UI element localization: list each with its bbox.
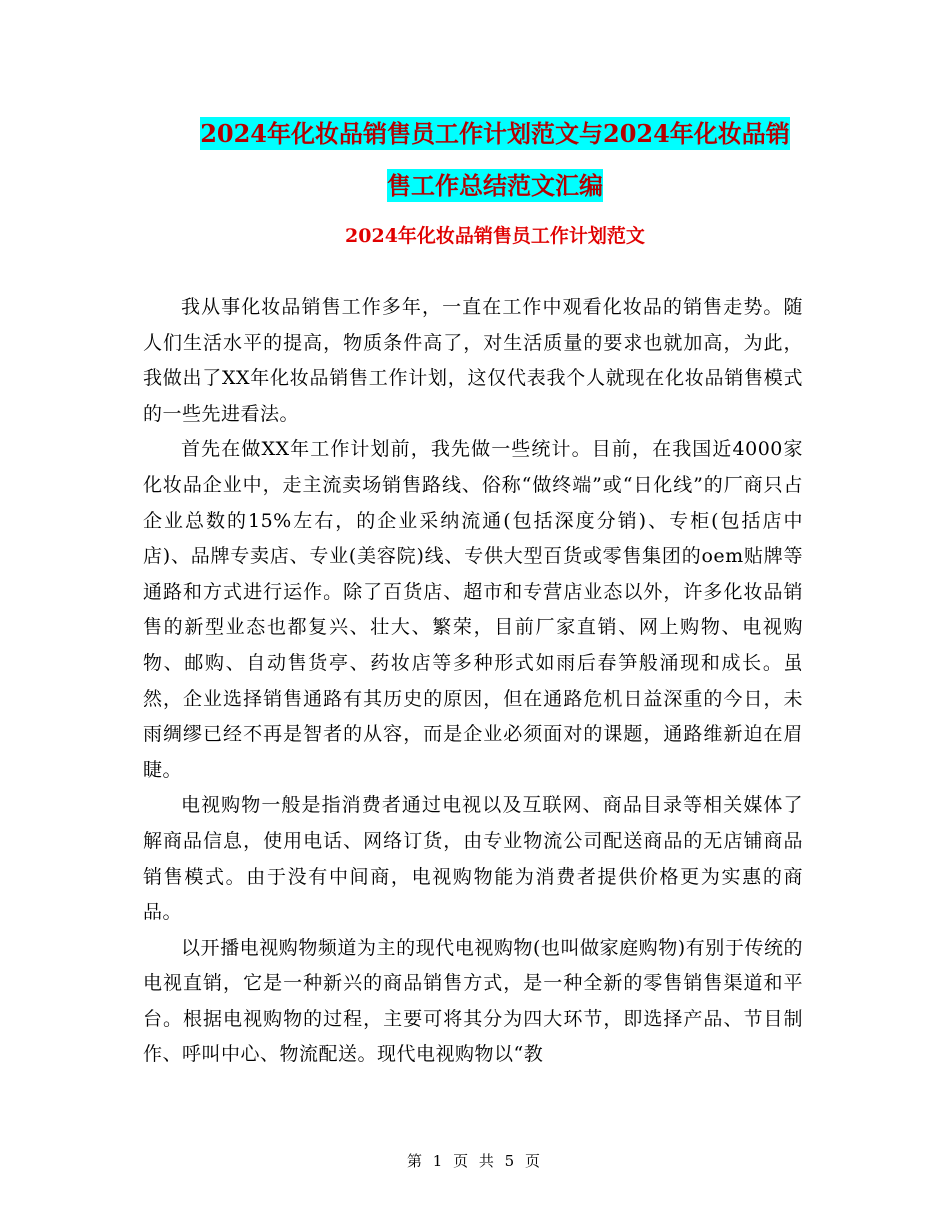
body-paragraph: 以开播电视购物频道为主的现代电视购物(也叫做家庭购物)有别于传统的电视直销，它是一种新兴的商品销售方式，是一种全新的零售销售渠道和平台。根据电视购物的过程，主要可将其分为四大环节，即选择产品、节目制作、呼叫中心、物流配送。现代电视购物以“教 [143,936,803,1066]
page-number-footer: 第 1 页 共 5 页 [407,1152,543,1170]
body-paragraph: 我从事化妆品销售工作多年，一直在工作中观看化妆品的销售走势。随人们生活水平的提高，物质条件高了，对生活质量的要求也就加高，为此，我做出了XX年化妆品销售工作计划，这仅代表我个人就现在化妆品销售模式的一些先进看法。 [143,296,803,425]
section-title: 2024年化妆品销售员工作计划范文 [345,225,645,247]
body-paragraph: 首先在做XX年工作计划前，我先做一些统计。目前，在我国近4000家化妆品企业中，走主流卖场销售路线、俗称“做终端”或“日化线”的厂商只占企业总数的15%左右，的企业采纳流通(包括深度分销)、专柜(包括店中店)、品牌专卖店、专业(美容院)线、专供大型百货或零售集团的oem贴牌等通路和方式进行运作。除了百货店、超市和专营店业态以外，许多化妆品销售的新型业态也都复兴、壮大、繁荣，目前厂家直销、网上购物、电视购物、邮购、自动售货亭、药妆店等多种形式如雨后春笋般涌现和成长。虽然，企业选择销售通路有其历史的原因，但在通路危机日益深重的今日，未雨绸缪已经不再是智者的从容，而是企业必须面对的课题，通路维新迫在眉睫。 [143,438,803,781]
document-body [143,290,803,1073]
document-title-line-1: 2024年化妆品销售员工作计划范文与2024年化妆品销 [200,119,790,148]
document-title-line-2: 售工作总结范文汇编 [387,171,603,200]
document-title [140,108,850,212]
body-paragraph: 电视购物一般是指消费者通过电视以及互联网、商品目录等相关媒体了解商品信息，使用电话、网络订货，由专业物流公司配送商品的无店铺商品销售模式。由于没有中间商，电视购物能为消费者提供价格更为实惠的商品。 [143,794,803,924]
